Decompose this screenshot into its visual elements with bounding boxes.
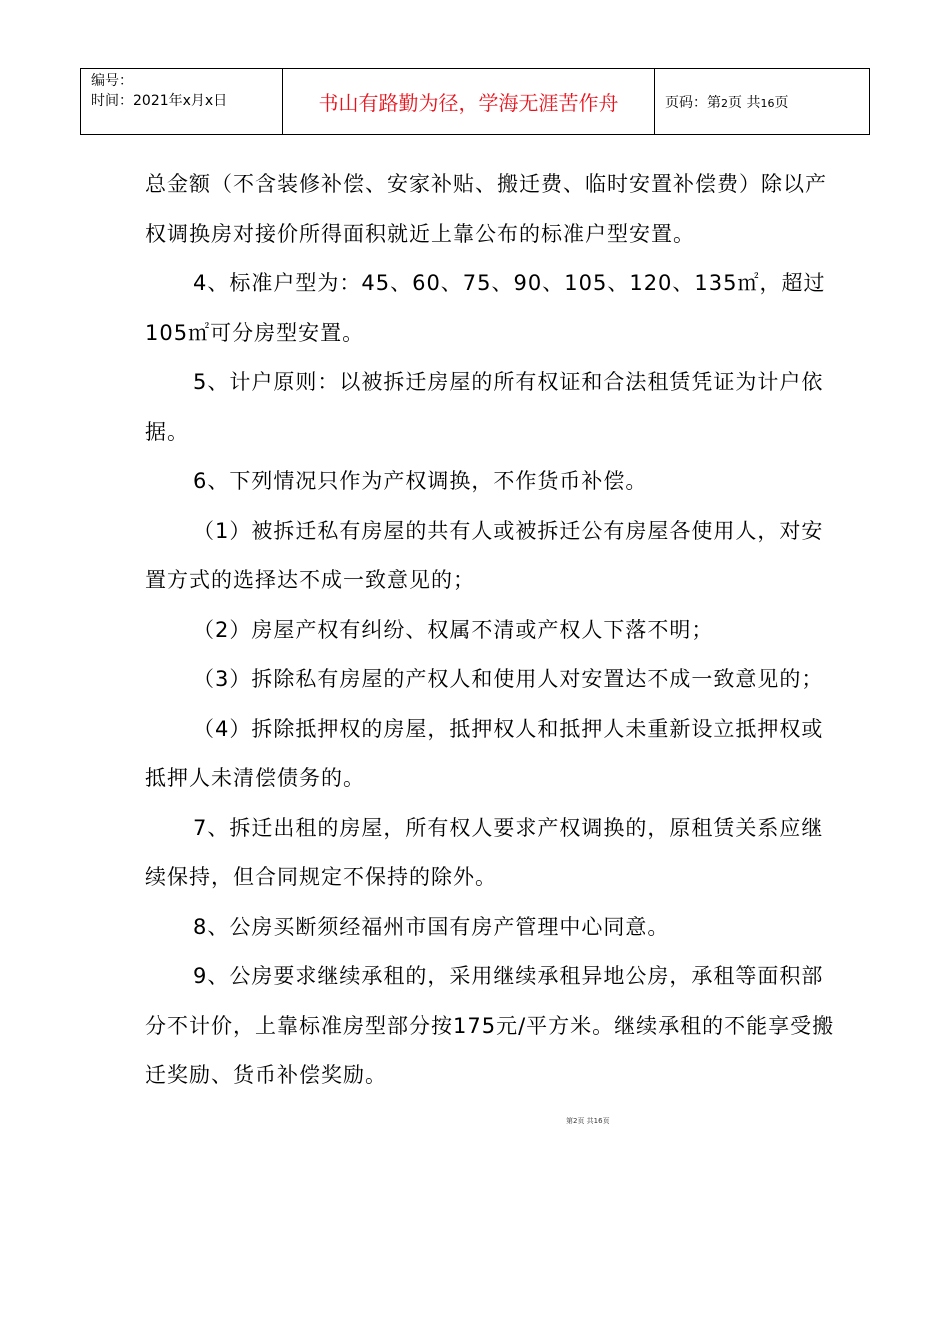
- document-header: [80, 68, 870, 135]
- motto-text: 书山有路勤为径，学海无涯苦作舟: [318, 91, 619, 115]
- paragraph-6-1: （1）被拆迁私有房屋的共有人或被拆迁公有房屋各使用人，对安置方式的选择达不成一致意见的；: [145, 518, 824, 592]
- paragraph-6-3: （3）拆除私有房屋的产权人和使用人对安置达不成一致意见的；: [193, 667, 824, 691]
- paragraph-6-2: （2）房屋产权有纠纷、权属不清或产权人下落不明；: [193, 617, 714, 642]
- page-suffix: 页: [774, 94, 789, 111]
- paragraph-6-4: （4）拆除抵押权的房屋，抵押权人和抵押人未重新设立抵押权或抵押人未清偿债务的。: [145, 716, 824, 790]
- paragraph-1: 总金额（不含装修补偿、安家补贴、搬迁费、临时安置补偿费）除以产权调换房对接价所得面积就近上靠公布的标准户型安置。: [145, 172, 827, 246]
- overlay-page-mark: 第2页 共16页: [566, 1117, 610, 1125]
- number-label: 编号：: [91, 73, 133, 89]
- paragraph-6: 6、下列情况只作为产权调换，不作货币补偿。: [193, 469, 648, 493]
- document-body: [145, 160, 835, 1101]
- paragraph-8: 8、公房买断须经福州市国有房产管理中心同意。: [193, 914, 670, 939]
- header-page-info: [655, 69, 869, 134]
- time-label: 时间：2021年x月x日: [91, 93, 228, 109]
- paragraph-9: 9、公房要求继续承租的，采用继续承租异地公房，承租等面积部分不计价，上靠标准房型部分按175元/平方米。继续承租的不能享受搬迁奖励、货币补偿奖励。: [145, 964, 835, 1087]
- paragraph-4: 4、标准户型为：45、60、75、90、105、120、135㎡，超过105㎡可分房型安置。: [145, 271, 826, 345]
- paragraph-7: 7、拆迁出租的房屋，所有权人要求产权调换的，原租赁关系应继续保持，但合同规定不保持的除外。: [145, 815, 824, 889]
- page-total: 16: [760, 96, 775, 110]
- page-mid: 页 共: [728, 94, 761, 111]
- header-meta: [81, 69, 283, 134]
- header-motto: [283, 69, 655, 134]
- page-current: 2: [721, 96, 728, 110]
- paragraph-5: 5、计户原则：以被拆迁房屋的所有权证和合法租赁凭证为计户依据。: [145, 370, 824, 444]
- page-prefix: 页码：第: [665, 94, 721, 111]
